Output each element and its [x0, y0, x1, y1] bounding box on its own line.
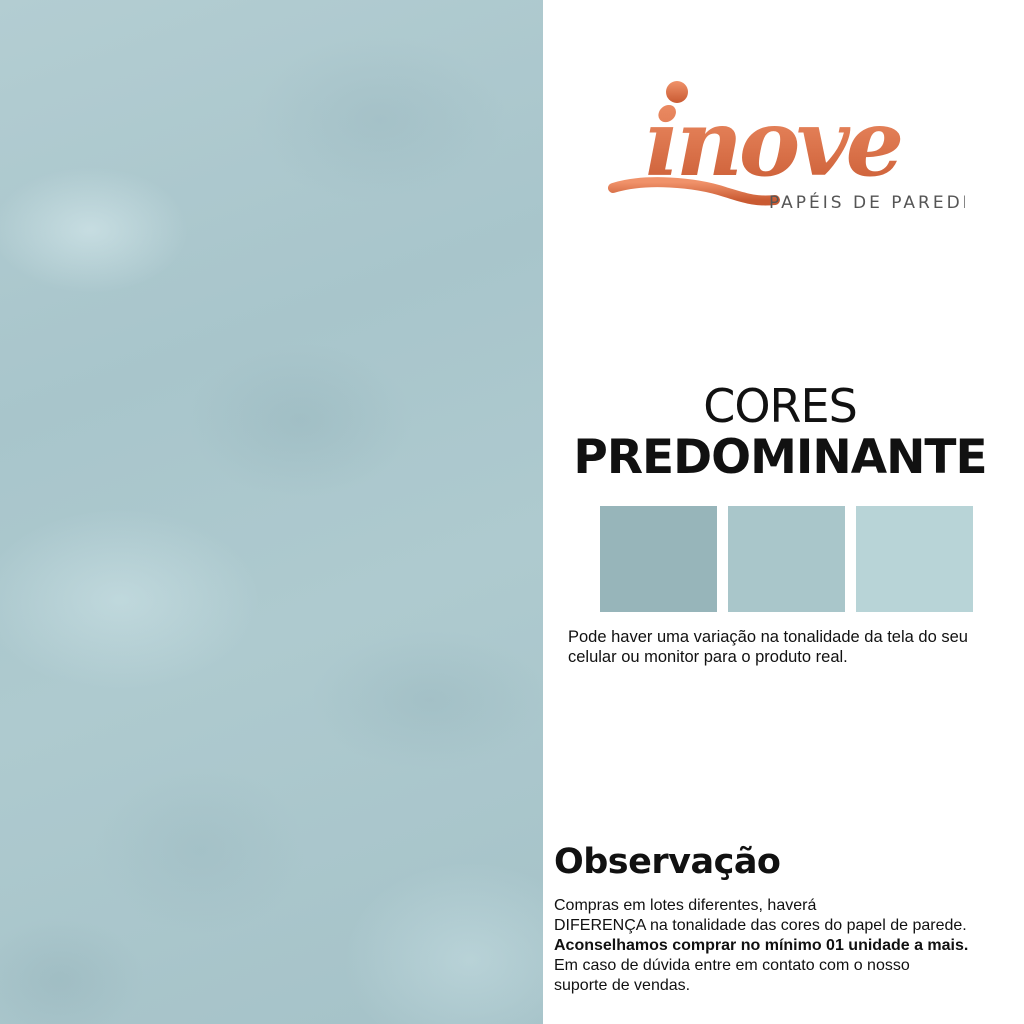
observation-text [554, 896, 1019, 996]
inove-logo [605, 70, 965, 220]
observation-recommendation: Aconselhamos comprar no mínimo 01 unidade a mais. [554, 937, 969, 954]
observation-line: DIFERENÇA na tonalidade das cores do papel de parede. [554, 917, 967, 934]
observation-line: suporte de vendas. [554, 977, 691, 994]
color-swatch-3 [856, 506, 973, 612]
brand-tagline: PAPÉIS DE PAREDE [769, 193, 965, 213]
inove-logo-graphic [605, 70, 965, 220]
observation-line: Em caso de dúvida entre em contato com o nosso [554, 957, 910, 974]
color-variation-note: Pode haver uma variação na tonalidade da tela do seu celular ou monitor para o produto real. [568, 628, 968, 666]
colors-subtitle: PREDOMINANTE [573, 430, 987, 485]
color-swatch-2 [728, 506, 845, 612]
color-swatch-1 [600, 506, 717, 612]
colors-title: CORES [703, 379, 857, 433]
brand-wordmark: inove [645, 89, 901, 197]
observation-title: Observação [554, 842, 781, 882]
observation-line: Compras em lotes diferentes, haverá [554, 897, 817, 914]
